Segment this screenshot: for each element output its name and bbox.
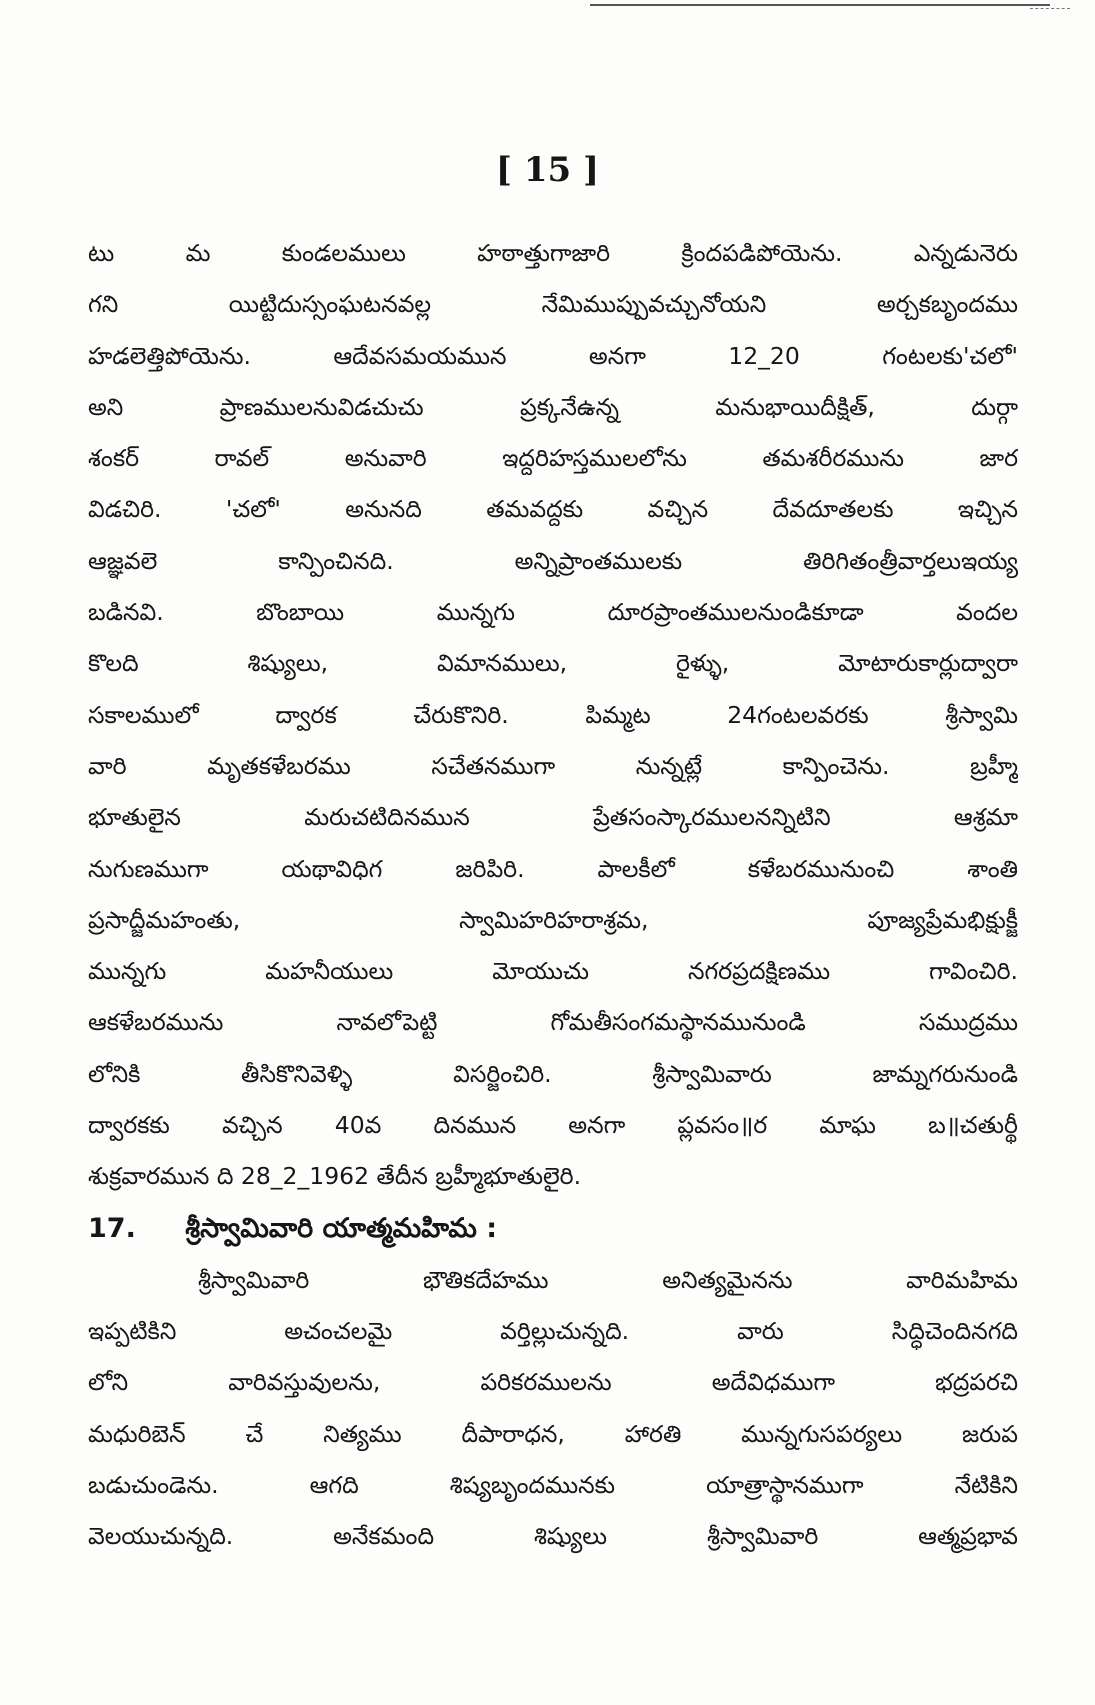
text-line: టు మ కుండలములు హఠాత్తుగాజారి క్రిందపడిపోయెను. ఎన్నడునెరు [88, 239, 1018, 267]
text-line: సకాలములో ద్వారక చేరుకొనిరి. పిమ్మట 24గంటలవరకు శ్రీస్వామి [88, 700, 1018, 729]
text-line: వెలయుచున్నది. అనేకమంది శిష్యులు శ్రీస్వామివారి ఆత్మప్రభావ [88, 1522, 1018, 1551]
text-line: భూతులైన మరుచటిదినమున ప్రేతసంస్కారములనన్నిటిని ఆశ్రమా [88, 803, 1018, 832]
text-line: ఇప్పటికిని అచంచలమై వర్తిల్లుచున్నది. వారు సిద్ధిచెందినగది [88, 1316, 1018, 1345]
text-line: విడచిరి. 'చలో' అనునది తమవద్దకు వచ్చిన దేవదూతలకు ఇచ్చిన [88, 495, 1018, 524]
paragraph-1 [88, 228, 1018, 1203]
section-title: శ్రీస్వామివారి యాత్మమహిమ : [185, 1212, 497, 1244]
text-line: లోనికి తీసికొనివెళ్ళి విసర్జించిరి. శ్రీస్వామివారు జామ్నగరునుండి [88, 1059, 1018, 1088]
text-line: మున్నగు మహనీయులు మోయుచు నగరప్రదక్షిణము గావించిరి. [88, 957, 1018, 986]
text-line: ఆకళేబరమును నావలోపెట్టి గోమతీసంగమస్థానమునుండి సముద్రము [88, 1008, 1018, 1037]
text-line: వారి మృతకళేబరము సచేతనముగా నున్నట్లే కాన్పించెను. బ్రహ్మీ [88, 751, 1018, 780]
text-line: నుగుణముగా యథావిధిగ జరిపిరి. పాలకీలో కళేబరమునుంచి శాంతి [88, 854, 1018, 883]
section-heading [88, 1203, 1018, 1255]
text-line: అని ప్రాణములనువిడచుచు ప్రక్కనేఉన్న మనుభాయిదీక్షిత్, దుర్గా [88, 392, 1018, 421]
text-line: కొలది శిష్యులు, విమానములు, రైళ్ళు, మోటారుకార్లుద్వారా [88, 649, 1018, 678]
text-line: ప్రసాద్జీమహంతు, స్వామిహరిహరాశ్రమ, పూజ్యప్రేమభిక్షుక్జీ [88, 905, 1018, 934]
section-number: 17. [88, 1212, 136, 1244]
page-number: [ 15 ] [495, 150, 600, 190]
text-line: శ్రీస్వామివారి భౌతికదేహము అనిత్యమైనను వారిమహిమ [198, 1265, 1018, 1294]
text-line: బడినవి. బొంబాయి మున్నగు దూరప్రాంతములనుండికూడా వందల [88, 598, 1018, 627]
text-line: హడలెత్తిపోయెను. ఆదేవసమయమున అనగా 12_20 గంటలకు'చలో' [88, 341, 1018, 370]
top-edge-rule [590, 4, 1050, 6]
text-line: శంకర్ రావల్ అనువారి ఇద్దరిహస్తములలోను తమశరీరమును జార [88, 444, 1018, 473]
text-line: గని యిట్టిదుస్సంఘటనవల్ల నేమిముప్పువచ్చునోయని అర్చకబృందము [88, 290, 1018, 319]
text-line: బడుచుండెను. ఆగది శిష్యబృందమునకు యాత్రాస్థానముగా నేటికిని [88, 1470, 1018, 1499]
text-line: ద్వారకకు వచ్చిన 40వ దినమున అనగా ప్లవసం॥ర మాఘ బ॥చతుర్థీ [88, 1111, 1018, 1140]
text-line: ఆజ్ఞవలె కాన్పించినది. అన్నిప్రాంతములకు తిరిగితంత్రీవార్తలుఇయ్య [88, 546, 1018, 575]
paragraph-2 [88, 1255, 1018, 1563]
text-line: శుక్రవారమున ది 28_2_1962 తేదీన బ్రహ్మీభూతులైరి. [88, 1162, 582, 1191]
text-line: మధురిబెన్ చే నిత్యము దీపారాధన, హారతి మున్నగుసపర్యలు జరుప [88, 1419, 1018, 1448]
page-body [88, 228, 1018, 1562]
top-edge-mark [1030, 8, 1070, 9]
text-line: లోని వారివస్తువులను, పరికరములను అదేవిధముగా భద్రపరచి [88, 1368, 1018, 1397]
